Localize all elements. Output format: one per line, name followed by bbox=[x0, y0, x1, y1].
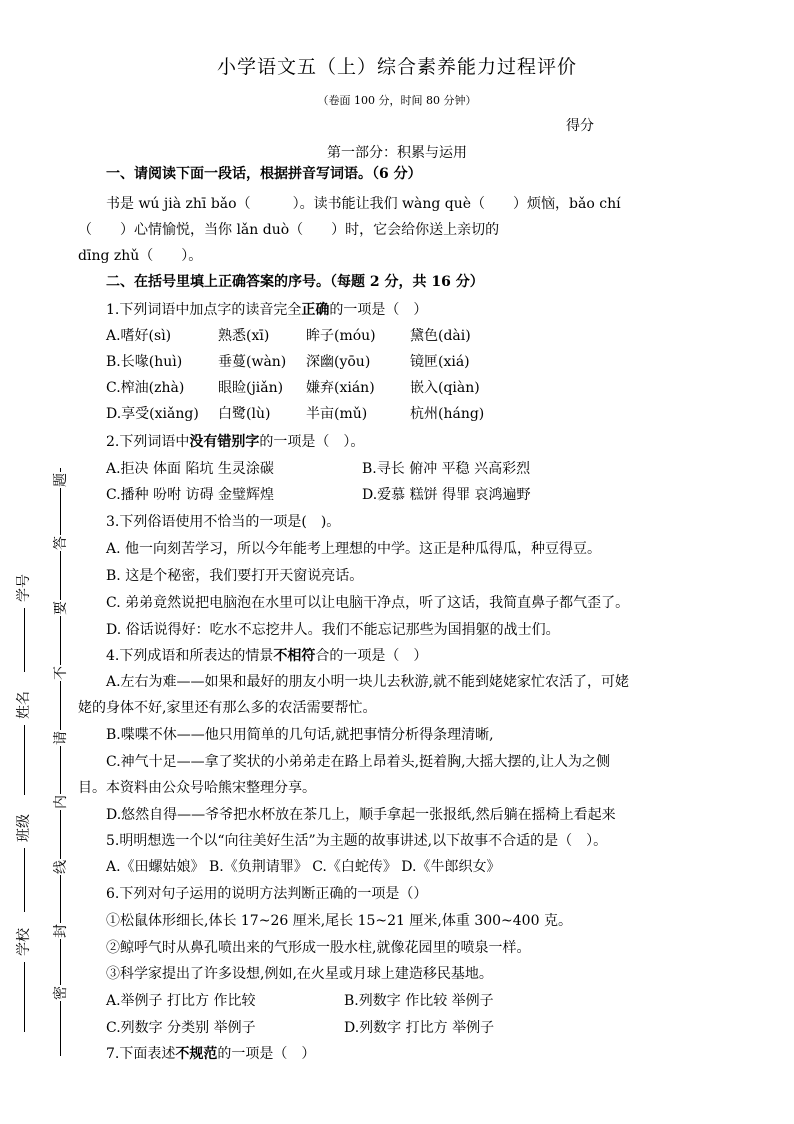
q1-option-cell: 眸子(móu) bbox=[306, 328, 376, 344]
q1-option-cell: 半亩(mǔ) bbox=[306, 406, 368, 422]
q2-option-d: D.爱慕 糕饼 得罪 哀鸿遍野 bbox=[362, 487, 531, 503]
q6-option-d: D.列数字 打比方 举例子 bbox=[344, 1020, 495, 1036]
seal-char: 内 bbox=[50, 794, 70, 810]
section1-heading: 一、请阅读下面一段话，根据拼音写词语。（6 分） bbox=[106, 166, 422, 182]
q1-option-cell: 熟悉(xī) bbox=[218, 328, 270, 344]
score-label: 得分 bbox=[566, 118, 594, 134]
q4-stem-post: 合的一项是（ ） bbox=[315, 648, 428, 664]
class-blank[interactable] bbox=[24, 848, 25, 912]
seal-char: 不 bbox=[50, 665, 70, 681]
seal-char: 答 bbox=[50, 535, 70, 551]
seal-char: 请 bbox=[50, 730, 70, 746]
seal-char: 封 bbox=[50, 923, 70, 939]
q2-stem bbox=[106, 432, 364, 452]
q1-option-cell: 嵌入(qiàn) bbox=[410, 380, 480, 396]
q1-option-cell: 垂蔓(wàn) bbox=[218, 354, 287, 370]
section1-line-3: dīng zhǔ（ ）。 bbox=[78, 248, 203, 264]
section1-line-2: （ ）心情愉悦，当你 lǎn duò（ ）时，它会给你送上亲切的 bbox=[78, 222, 500, 238]
q4-option-d: D.悠然自得——爷爷把水杯放在茶几上，顺手拿起一张报纸,然后躺在摇椅上看起来 bbox=[106, 807, 616, 823]
name-blank[interactable] bbox=[24, 725, 25, 795]
q5-options: A.《田螺姑娘》 B.《负荆请罪》 C.《白蛇传》 D.《牛郎织女》 bbox=[106, 859, 501, 875]
q1-option-cell: 眼睑(jiǎn) bbox=[218, 380, 284, 396]
section2-heading: 二、在括号里填上正确答案的序号。（每题 2 分，共 16 分） bbox=[106, 274, 484, 290]
q1-stem bbox=[106, 300, 427, 320]
student-id-label: 学号 bbox=[16, 574, 32, 602]
q1-option-cell: B.长喙(huì) bbox=[106, 354, 183, 370]
q2-option-b: B.寻长 俯冲 平稳 兴高彩烈 bbox=[362, 461, 531, 477]
q2-stem-bold: 没有错别字 bbox=[189, 434, 260, 450]
school-label: 学校 bbox=[16, 928, 32, 956]
q1-stem-bold: 正确 bbox=[301, 302, 330, 318]
q1-stem-pre: 1.下列词语中加点字的读音完全 bbox=[106, 302, 302, 318]
school-blank[interactable] bbox=[24, 962, 25, 1032]
q7-stem-bold: 不规范 bbox=[175, 1046, 218, 1062]
q3-option-b: B. 这是个秘密，我们要打开天窗说亮话。 bbox=[106, 568, 364, 584]
q3-option-c: C. 弟弟竟然说把电脑泡在水里可以让电脑干净点，听了这话，我简直鼻子都气歪了。 bbox=[106, 595, 630, 611]
section1-line-1: 书是 wú jià zhī bǎo（ ）。读书能让我们 wàng què（ ）烦恼，bǎo chí bbox=[106, 196, 621, 212]
q1-stem-post: 的一项是（ ） bbox=[329, 302, 428, 318]
q1-option-cell: 黛色(dài) bbox=[410, 328, 471, 344]
name-field bbox=[0, 691, 46, 719]
student-id-field bbox=[0, 574, 46, 602]
q5-stem: 5.明明想选一个以“向往美好生活”为主题的故事讲述,以下故事不合适的是（ ）。 bbox=[106, 833, 608, 849]
school-field bbox=[0, 928, 46, 956]
q2-stem-post: 的一项是（ ）。 bbox=[259, 434, 365, 450]
q6-item-3: ③科学家提出了许多设想,例如,在火星或月球上建造移民基地。 bbox=[106, 966, 493, 982]
q6-stem: 6.下列对句子运用的说明方法判断正确的一项是（） bbox=[106, 886, 428, 902]
q7-stem bbox=[106, 1044, 315, 1064]
q4-option-a-line1: A.左右为难——如果和最好的朋友小明一块儿去秋游,就不能到姥姥家忙农活了，可姥 bbox=[106, 674, 630, 690]
q6-option-c: C.列数字 分类别 举例子 bbox=[106, 1020, 256, 1036]
seal-char: 线 bbox=[50, 859, 70, 875]
q1-option-cell: 白鹭(lù) bbox=[218, 406, 271, 422]
q4-option-b: B.喋喋不休——他只用简单的几句话,就把事情分析得条理清晰, bbox=[106, 727, 494, 743]
q3-option-d: D. 俗话说得好：吃水不忘挖井人。我们不能忘记那些为国捐躯的战士们。 bbox=[106, 622, 560, 638]
q6-item-1: ①松鼠体形细长,体长 17~26 厘米,尾长 15~21 厘米,体重 300~400 克。 bbox=[106, 913, 572, 929]
page-title: 小学语文五（上）综合素养能力过程评价 bbox=[216, 56, 577, 78]
class-label: 班级 bbox=[16, 814, 32, 842]
exam-info: （卷面 100 分，时间 80 分钟） bbox=[317, 94, 477, 107]
q7-stem-pre: 7.下面表述 bbox=[106, 1046, 176, 1062]
q2-option-a: A.拒决 体面 陷坑 生灵涂碳 bbox=[106, 461, 274, 477]
q1-option-cell: 杭州(háng) bbox=[410, 406, 485, 422]
q3-stem: 3.下列俗语使用不恰当的一项是( )。 bbox=[106, 514, 341, 530]
q1-option-cell: 嫌弃(xián) bbox=[306, 380, 375, 396]
q4-option-c-line1: C.神气十足——拿了奖状的小弟弟走在路上昂着头,挺着胸,大摇大摆的,让人为之侧 bbox=[106, 754, 611, 770]
q1-option-cell: 深幽(yōu) bbox=[306, 354, 371, 370]
q6-option-a: A.举例子 打比方 作比较 bbox=[106, 993, 256, 1009]
q3-option-a: A. 他一向刻苦学习，所以今年能考上理想的中学。这正是种瓜得瓜，种豆得豆。 bbox=[106, 541, 602, 557]
seal-char: 密 bbox=[50, 985, 70, 1001]
q4-option-a-line2: 姥的身体不好,家里还有那么多的农活需要帮忙。 bbox=[78, 700, 377, 716]
seal-char: 要 bbox=[50, 600, 70, 616]
q4-option-c-line2: 目。本资料由公众号哈熊宋整理分享。 bbox=[78, 780, 316, 796]
class-field bbox=[0, 814, 46, 842]
q1-option-cell: D.享受(xiǎng) bbox=[106, 406, 199, 422]
name-label: 姓名 bbox=[16, 691, 32, 719]
q7-stem-post: 的一项是（ ） bbox=[217, 1046, 316, 1062]
q2-option-c: C.播种 吩咐 访碍 金璧辉煌 bbox=[106, 487, 275, 503]
q6-option-b: B.列数字 作比较 举例子 bbox=[344, 993, 494, 1009]
q4-stem bbox=[106, 646, 427, 666]
q4-stem-bold: 不相符 bbox=[273, 648, 316, 664]
q4-stem-pre: 4.下列成语和所表达的情景 bbox=[106, 648, 274, 664]
seal-line bbox=[60, 468, 61, 1056]
seal-char: 题 bbox=[50, 472, 70, 488]
q1-option-cell: C.榨油(zhà) bbox=[106, 380, 185, 396]
q2-stem-pre: 2.下列词语中 bbox=[106, 434, 190, 450]
q1-option-cell: 镜匣(xiá) bbox=[410, 354, 470, 370]
student-id-blank[interactable] bbox=[24, 608, 25, 672]
part-heading: 第一部分：积累与运用 bbox=[327, 145, 467, 161]
q6-item-2: ②鲸呼气时从鼻孔喷出来的气形成一股水柱,就像花园里的喷泉一样。 bbox=[106, 940, 531, 956]
q1-option-cell: A.嗜好(sì) bbox=[106, 328, 172, 344]
